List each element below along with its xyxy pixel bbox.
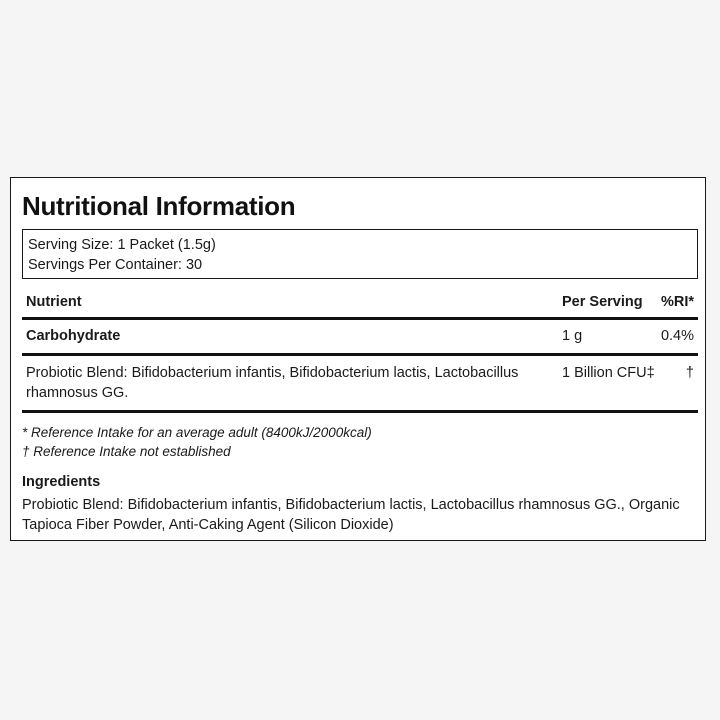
footnotes — [22, 423, 372, 461]
footnote-not-established: † Reference Intake not established — [22, 444, 231, 459]
table-header-row — [22, 286, 698, 320]
table-row — [22, 356, 698, 413]
header-per-serving: Per Serving — [562, 294, 643, 310]
nutrition-panel — [10, 177, 706, 541]
footnote-ri: * Reference Intake for an average adult (8400kJ/2000kcal) — [22, 425, 372, 440]
ri-value: † — [685, 365, 694, 381]
nutrient-table — [22, 286, 698, 413]
nutrient-name: Probiotic Blend: Bifidobacterium infantis, Bifidobacterium lactis, Lactobacillus rhamnosus GG. — [26, 365, 519, 401]
ri-value: 0.4% — [660, 328, 694, 344]
per-serving-value: 1 g — [562, 328, 583, 344]
panel-title: Nutritional Information — [22, 191, 296, 221]
header-ri: %RI* — [660, 294, 694, 310]
serving-info-box — [22, 229, 698, 279]
per-serving-value: 1 Billion CFU‡ — [562, 365, 655, 381]
ingredients-heading: Ingredients — [22, 474, 101, 490]
table-row — [22, 320, 698, 356]
serving-size: Serving Size: 1 Packet (1.5g) — [28, 237, 216, 253]
nutrient-name: Carbohydrate — [26, 328, 121, 344]
servings-per-container: Servings Per Container: 30 — [28, 257, 203, 273]
header-nutrient: Nutrient — [26, 294, 82, 310]
ingredients-text: Probiotic Blend: Bifidobacterium infantis, Bifidobacterium lactis, Lactobacillus rhamnosus GG., Organic Tapioca Fiber Powder, Anti-Caking Agent (Silicon Dioxide) — [22, 497, 680, 533]
